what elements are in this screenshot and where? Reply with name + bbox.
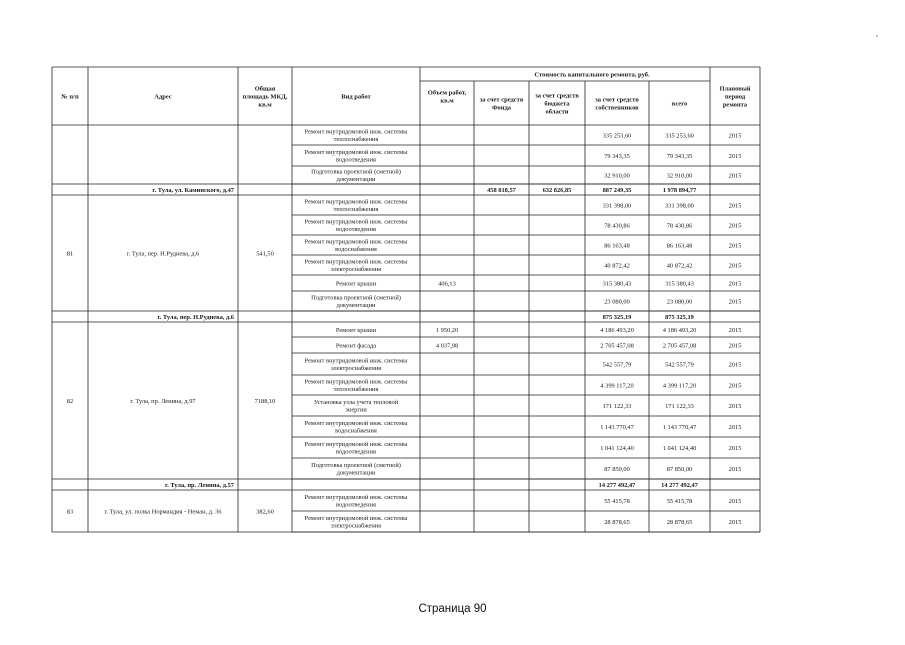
subtotal-owners: 887 249,35	[602, 186, 632, 194]
cost-total: 28 878,65	[666, 518, 693, 526]
plan-period: 2015	[728, 298, 742, 306]
work-type: Ремонт внутридомовой инж. системы водоотведения	[304, 441, 408, 456]
cost-total: 4 399 117,20	[662, 382, 697, 390]
cost-total: 2 705 457,08	[662, 342, 697, 350]
subtotal-owners: 14 277 492,47	[598, 481, 636, 489]
plan-period: 2015	[728, 202, 742, 210]
plan-period: 2015	[728, 497, 742, 505]
subtotal-address: г. Тула, пр. Ленина, д.57	[165, 481, 234, 489]
subtotal-address: г. Тула, ул. Каминского, д.47	[152, 186, 234, 194]
cost-total: 335 253,60	[665, 132, 694, 140]
work-type: Подготовка проектной (сметной) документации	[311, 294, 401, 309]
house-number: 82	[66, 397, 74, 405]
cost-total: 331 398,00	[665, 202, 694, 210]
work-type: Ремонт внутридомовой инж. системы теплоснабжения	[304, 378, 408, 393]
cost-total: 87 850,00	[666, 465, 693, 473]
house-area: 541,50	[256, 250, 274, 258]
work-type: Ремонт внутридомовой инж. системы электроснабжения	[304, 357, 408, 372]
cost-owners: 4 186 493,20	[600, 326, 634, 334]
work-volume: 4 037,98	[435, 342, 459, 350]
header-area: Общая площадь МКД, кв.м	[242, 85, 288, 109]
work-type: Ремонт внутридомовой инж. системы электроснабжения	[304, 258, 408, 273]
work-type: Ремонт внутридомовой инж. системы теплоснабжения	[304, 128, 408, 143]
cost-owners: 171 122,33	[602, 402, 632, 410]
work-volume: 406,13	[438, 280, 456, 288]
house-address: г. Тула, пер. Н.Руднева, д.6	[126, 250, 200, 258]
plan-period: 2015	[728, 262, 742, 270]
page-footer: Страница 90	[418, 603, 487, 615]
cost-owners: 1 041 124,40	[600, 444, 634, 452]
cost-total: 315 380,43	[665, 280, 694, 288]
house-area: 7188,10	[254, 397, 276, 405]
cost-owners: 331 398,00	[602, 202, 632, 210]
work-type: Ремонт внутридомовой инж. системы водоснабжения	[304, 238, 408, 253]
work-type: Ремонт внутридомовой инж. системы водоснабжения	[304, 420, 408, 435]
cost-owners: 32 910,00	[604, 172, 630, 180]
cost-total: 23 080,00	[666, 298, 693, 306]
subtotal-owners: 875 325,19	[602, 313, 632, 321]
cost-total: 55 415,78	[666, 497, 693, 505]
subtotal-address: г. Тула, пер. Н.Руднева, д.6	[157, 313, 234, 321]
cost-owners: 40 872,42	[604, 262, 630, 270]
work-type: Ремонт внутридомовой инж. системы теплоснабжения	[304, 198, 408, 213]
plan-period: 2015	[728, 423, 742, 431]
plan-period: 2015	[728, 132, 742, 140]
cost-owners: 78 430,86	[604, 222, 630, 230]
subtotal-total: 1 978 894,77	[662, 186, 697, 194]
plan-period: 2015	[728, 326, 742, 334]
header-cost-group: Стоимость капитального ремонта, руб.	[534, 71, 650, 79]
cost-total: 86 163,48	[666, 242, 693, 250]
work-type: Ремонт внутридомовой инж. системы электроснабжения	[304, 515, 408, 530]
header-owners: за счет средств собственников	[595, 96, 639, 112]
header-num: № п/п	[61, 93, 79, 101]
cost-total: 171 122,33	[665, 402, 694, 410]
header-region: за счет средств бюджета области	[535, 92, 579, 116]
cost-owners: 335 253,60	[602, 132, 632, 140]
cost-owners: 315 380,43	[602, 280, 632, 288]
plan-period: 2015	[728, 465, 742, 473]
header-volume: Объем работ, кв.м	[427, 89, 467, 105]
cost-total: 4 186 493,20	[662, 326, 697, 334]
work-type: Ремонт внутридомовой инж. системы водоотведения	[304, 218, 408, 233]
house-address: г. Тула, ул. полка Нормандия - Неман, д. 36	[104, 508, 222, 516]
cost-owners: 2 705 457,08	[600, 342, 634, 350]
work-type: Подготовка проектной (сметной) документации	[311, 462, 401, 477]
plan-period: 2015	[728, 444, 742, 452]
cost-owners: 55 415,78	[604, 497, 630, 505]
work-type: Ремонт внутридомовой инж. системы водоотведения	[304, 494, 408, 509]
cost-total: 542 557,79	[665, 361, 694, 369]
cost-total: 79 343,35	[666, 152, 693, 160]
cost-owners: 87 850,00	[604, 465, 630, 473]
work-type: Установка узла учета тепловой энергии	[313, 399, 399, 414]
cost-owners: 28 878,65	[604, 518, 630, 526]
plan-period: 2015	[728, 152, 742, 160]
work-volume: 1 950,20	[435, 326, 459, 334]
house-area: 382,60	[256, 508, 274, 516]
plan-period: 2015	[728, 402, 742, 410]
plan-period: 2015	[728, 518, 742, 526]
plan-period: 2015	[728, 361, 742, 369]
subtotal-total: 875 325,19	[665, 313, 694, 321]
subtotal-region: 632 826,85	[542, 186, 572, 194]
work-type: Ремонт внутридомовой инж. системы водоотведения	[304, 149, 408, 164]
header-total: всего	[671, 100, 688, 108]
plan-period: 2015	[728, 242, 742, 250]
subtotal-total: 14 277 492,47	[661, 481, 698, 489]
plan-period: 2015	[728, 280, 742, 288]
cost-owners: 1 143 770,47	[600, 423, 634, 431]
header-period: Плановый период ремонта	[719, 85, 751, 109]
cost-total: 1 143 770,47	[662, 423, 697, 431]
work-type: Подготовка проектной (сметной) документации	[311, 168, 401, 183]
cost-owners: 23 080,00	[604, 298, 630, 306]
cost-total: 78 430,86	[666, 222, 693, 230]
cost-owners: 86 163,48	[604, 242, 630, 250]
cost-total: 32 910,00	[666, 172, 693, 180]
cost-owners: 542 557,79	[602, 361, 632, 369]
work-type: Ремонт крыши	[335, 326, 377, 334]
plan-period: 2015	[728, 382, 742, 390]
plan-period: 2015	[728, 222, 742, 230]
subtotal-fund: 458 818,57	[487, 186, 516, 194]
house-address: г. Тула, пр. Ленина, д.97	[130, 397, 196, 405]
scan-dot	[876, 35, 878, 37]
header-work-type: Вид работ	[341, 93, 371, 101]
plan-period: 2015	[728, 172, 742, 180]
work-type: Ремонт фасада	[335, 342, 377, 350]
cost-owners: 79 343,35	[604, 152, 630, 160]
plan-period: 2015	[728, 342, 742, 350]
house-number: 83	[66, 508, 74, 516]
header-fund: за счет средств Фонда	[479, 96, 524, 112]
house-number: 81	[66, 250, 74, 258]
cost-total: 40 872,42	[666, 262, 693, 270]
header-address: Адрес	[154, 93, 172, 101]
work-type: Ремонт крыши	[335, 280, 377, 288]
cost-owners: 4 399 117,20	[600, 382, 634, 390]
cost-total: 1 041 124,40	[662, 444, 697, 452]
